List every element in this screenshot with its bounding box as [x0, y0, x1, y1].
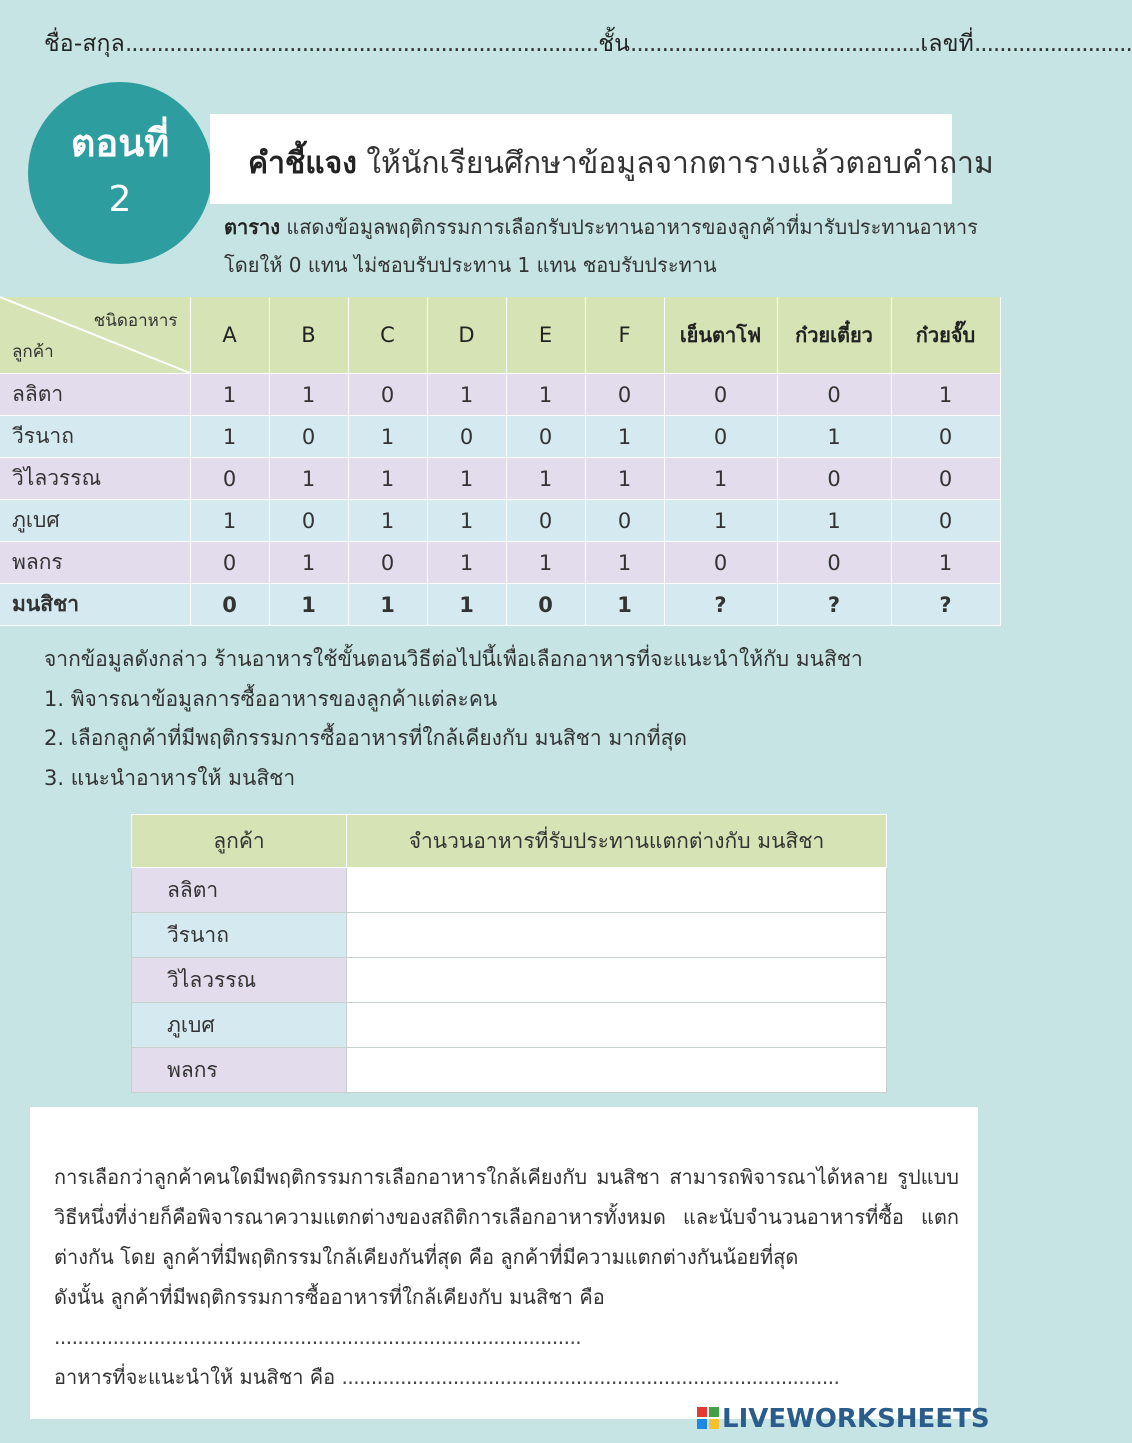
preference-cell: 1 — [585, 458, 664, 500]
step-item: 3. แนะนำอาหารให้ มนสิชา — [44, 765, 296, 790]
caption-title: ตาราง — [224, 215, 280, 239]
class-field[interactable]: .............................................. — [630, 31, 921, 57]
preference-cell: 0 — [348, 374, 427, 416]
preference-cell: 0 — [585, 374, 664, 416]
preference-cell: 0 — [664, 374, 777, 416]
preference-cell: 0 — [891, 500, 1000, 542]
preference-cell: 1 — [190, 416, 269, 458]
answer2-label: อาหารที่จะแนะนำให้ มนสิชา คือ — [54, 1365, 336, 1389]
caption-line1: แสดงข้อมูลพฤติกรรมการเลือกรับประทานอาหารของลูกค้าที่มารับประทานอาหาร — [286, 215, 978, 239]
food-header: ก๋วยเตี๋ยว — [777, 297, 891, 374]
class-label: ชั้น — [598, 31, 631, 57]
instruction-box — [210, 114, 994, 204]
diff-customer-name: ลลิตา — [132, 868, 347, 913]
preference-cell: 1 — [269, 584, 348, 626]
customer-name-cell: ลลิตา — [0, 374, 190, 416]
table-row — [0, 584, 1000, 626]
table-header-row — [0, 297, 1000, 374]
preference-cell: 0 — [891, 416, 1000, 458]
food-header: F — [585, 297, 664, 374]
preference-cell[interactable]: ? — [891, 584, 1000, 626]
preference-cell: 1 — [506, 374, 585, 416]
customer-name-cell: วีรนาถ — [0, 416, 190, 458]
preference-cell: 1 — [190, 500, 269, 542]
preference-cell: 1 — [269, 542, 348, 584]
diff-header-row — [132, 815, 887, 868]
preference-cell[interactable]: ? — [777, 584, 891, 626]
food-header: B — [269, 297, 348, 374]
table-corner-cell — [0, 297, 190, 374]
diff-row — [132, 913, 887, 958]
table-caption — [224, 208, 978, 284]
diff-col-customer: ลูกค้า — [132, 815, 347, 868]
customer-name-cell: ภูเบศ — [0, 500, 190, 542]
corner-customer-label: ลูกค้า — [12, 342, 54, 362]
diff-row — [132, 958, 887, 1003]
preference-cell: 1 — [664, 458, 777, 500]
diff-answer-field[interactable] — [347, 868, 887, 913]
caption-line2: โดยให้ 0 แทน ไม่ชอบรับประทาน 1 แทน ชอบรับประทาน — [224, 253, 717, 277]
food-header: E — [506, 297, 585, 374]
table-row — [0, 416, 1000, 458]
preference-cell: 0 — [664, 416, 777, 458]
preference-cell: 1 — [427, 584, 506, 626]
preference-cell: 0 — [891, 458, 1000, 500]
preference-cell: 0 — [777, 374, 891, 416]
number-field[interactable]: ......................... — [974, 31, 1132, 57]
preference-cell: 0 — [269, 500, 348, 542]
preference-cell: 1 — [427, 542, 506, 584]
preference-cell[interactable]: ? — [664, 584, 777, 626]
preference-cell: 0 — [269, 416, 348, 458]
algorithm-steps — [44, 640, 863, 798]
name-label: ชื่อ-สกุล — [44, 31, 125, 57]
food-header: เย็นตาโฟ — [664, 297, 777, 374]
answer-line-food — [54, 1357, 959, 1397]
preference-cell: 1 — [269, 458, 348, 500]
food-preference-table — [0, 297, 1001, 626]
preference-cell: 1 — [269, 374, 348, 416]
preference-cell: 0 — [348, 542, 427, 584]
food-header: C — [348, 297, 427, 374]
preference-cell: 0 — [506, 500, 585, 542]
diff-customer-name: พลกร — [132, 1048, 347, 1093]
table-row — [0, 500, 1000, 542]
preference-cell: 1 — [427, 458, 506, 500]
preference-cell: 1 — [506, 458, 585, 500]
diff-answer-field[interactable] — [347, 958, 887, 1003]
customer-name-cell: วิไลวรรณ — [0, 458, 190, 500]
conclusion-paragraph: การเลือกว่าลูกค้าคนใดมีพฤติกรรมการเลือกอาหารใกล้เคียงกับ มนสิชา สามารถพิจารณาได้หลาย รูปแบบ วิธีหนึ่งที่ง่ายก็คือพิจารณาความแตกต่างของสถิติการเลือกอาหารทั้งหมด และนับจำนวนอาหารที่ซื้อ แตกต่างกัน โดย ลูกค้าที่มีพฤติกรรมใกล้เคียงกันที่สุด คือ ลูกค้าที่มีความแตกต่างกันน้อยที่สุด — [54, 1165, 959, 1269]
diff-customer-name: วีรนาถ — [132, 913, 347, 958]
part-label: ตอนที่ — [70, 121, 170, 165]
diff-answer-field[interactable] — [347, 1003, 887, 1048]
student-info-line — [44, 26, 1132, 62]
brand-mark — [697, 1404, 990, 1434]
preference-cell: 1 — [585, 542, 664, 584]
instruction-text: ให้นักเรียนศึกษาข้อมูลจากตารางแล้วตอบคำถาม — [366, 146, 994, 181]
preference-cell: 0 — [427, 416, 506, 458]
diff-row — [132, 1003, 887, 1048]
preference-cell: 0 — [190, 542, 269, 584]
diff-row — [132, 868, 887, 913]
customer-name-cell: พลกร — [0, 542, 190, 584]
preference-cell: 1 — [427, 500, 506, 542]
preference-cell: 1 — [190, 374, 269, 416]
preference-cell: 1 — [427, 374, 506, 416]
diff-answer-field[interactable] — [347, 1048, 887, 1093]
preference-cell: 0 — [506, 584, 585, 626]
part-badge — [28, 82, 212, 264]
preference-cell: 1 — [585, 584, 664, 626]
food-header: ก๋วยจั๊บ — [891, 297, 1000, 374]
name-field[interactable]: ........................................................................... — [124, 31, 599, 57]
corner-food-label: ชนิดอาหาร — [93, 311, 178, 331]
table-row — [0, 374, 1000, 416]
preference-cell: 0 — [777, 542, 891, 584]
diff-col-difference: จำนวนอาหารที่รับประทานแตกต่างกับ มนสิชา — [347, 815, 887, 868]
preference-cell: 1 — [585, 416, 664, 458]
customer-name-cell: มนสิชา — [0, 584, 190, 626]
conclusion-box — [30, 1107, 978, 1419]
preference-cell: 1 — [348, 416, 427, 458]
food-header: D — [427, 297, 506, 374]
number-label: เลขที่ — [920, 31, 974, 57]
preference-cell: 0 — [506, 416, 585, 458]
preference-cell: 1 — [348, 500, 427, 542]
food-header: A — [190, 297, 269, 374]
answer2-field[interactable]: ..................................................................................... — [341, 1365, 840, 1389]
table-row — [0, 458, 1000, 500]
answer1-field[interactable]: .......................................................................................... — [54, 1325, 582, 1349]
difference-table — [131, 814, 887, 1093]
conclusion-text — [54, 1157, 959, 1397]
liveworksheets-logo-icon — [697, 1407, 719, 1429]
preference-cell: 1 — [777, 416, 891, 458]
brand-text: LIVEWORKSHEETS — [722, 1404, 990, 1434]
steps-intro: จากข้อมูลดังกล่าว ร้านอาหารใช้ขั้นตอนวิธีต่อไปนี้เพื่อเลือกอาหารที่จะแนะนำให้กับ มนสิชา — [44, 647, 863, 671]
part-number: 2 — [108, 179, 132, 220]
diff-customer-name: วิไลวรรณ — [132, 958, 347, 1003]
preference-cell: 1 — [891, 374, 1000, 416]
diff-customer-name: ภูเบศ — [132, 1003, 347, 1048]
preference-cell: 1 — [777, 500, 891, 542]
preference-cell: 1 — [348, 584, 427, 626]
preference-cell: 0 — [664, 542, 777, 584]
preference-cell: 1 — [348, 458, 427, 500]
diff-answer-field[interactable] — [347, 913, 887, 958]
preference-cell: 0 — [585, 500, 664, 542]
preference-cell: 1 — [664, 500, 777, 542]
answer1-label: ดังนั้น ลูกค้าที่มีพฤติกรรมการซื้ออาหารที่ใกล้เคียงกับ มนสิชา คือ — [54, 1285, 605, 1309]
step-item: 1. พิจารณาข้อมูลการซื้ออาหารของลูกค้าแต่ละคน — [44, 686, 498, 711]
answer-line-customer — [54, 1277, 959, 1357]
preference-cell: 1 — [506, 542, 585, 584]
preference-cell: 0 — [777, 458, 891, 500]
diff-row — [132, 1048, 887, 1093]
instruction-title: คำชี้แจง — [248, 146, 357, 181]
preference-cell: 0 — [190, 458, 269, 500]
step-item: 2. เลือกลูกค้าที่มีพฤติกรรมการซื้ออาหารที่ใกล้เคียงกับ มนสิชา มากที่สุด — [44, 726, 688, 750]
preference-cell: 1 — [891, 542, 1000, 584]
preference-cell: 0 — [190, 584, 269, 626]
table-row — [0, 542, 1000, 584]
